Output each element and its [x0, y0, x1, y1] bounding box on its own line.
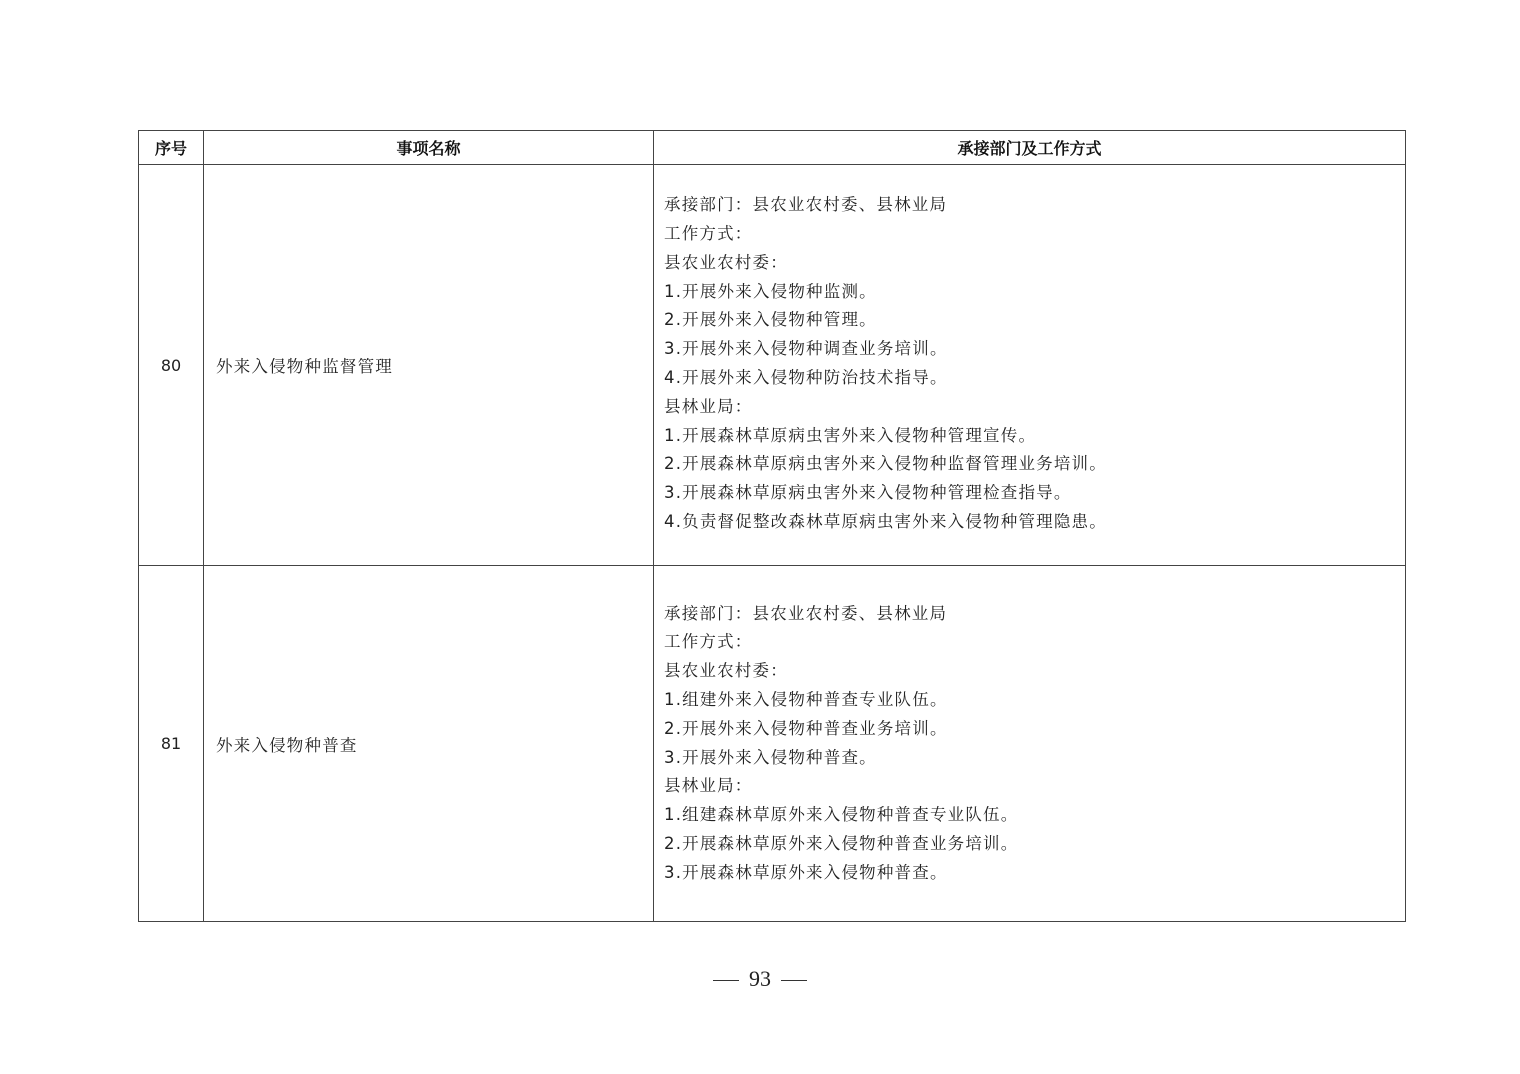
method-line: 承接部门：县农业农村委、县林业局: [664, 603, 948, 623]
method-line: 1.开展森林草原病虫害外来入侵物种管理宣传。: [664, 425, 1037, 445]
method-line: 2.开展外来入侵物种管理。: [664, 310, 877, 330]
row-seq: 81: [139, 566, 204, 922]
method-line: 承接部门：县农业农村委、县林业局: [664, 195, 948, 215]
method-line: 2.开展森林草原病虫害外来入侵物种监督管理业务培训。: [664, 454, 1107, 474]
row-name: 外来入侵物种普查: [204, 566, 654, 922]
method-line: 3.开展森林草原外来入侵物种普查。: [664, 862, 948, 882]
header-name: 事项名称: [204, 131, 654, 165]
table-row: [139, 165, 1406, 566]
header-method: 承接部门及工作方式: [654, 131, 1406, 165]
method-line: 县林业局：: [664, 776, 753, 796]
method-lines: [664, 177, 1405, 553]
page-number-value: 93: [749, 966, 771, 991]
method-line: 县林业局：: [664, 396, 753, 416]
header-seq: 序号: [139, 131, 204, 165]
method-line: 工作方式：: [664, 632, 753, 652]
method-line: 2.开展森林草原外来入侵物种普查业务培训。: [664, 833, 1019, 853]
method-line: 4.开展外来入侵物种防治技术指导。: [664, 368, 948, 387]
row-name: 外来入侵物种监督管理: [204, 165, 654, 566]
method-line: 1.组建外来入侵物种普查专业队伍。: [664, 689, 948, 709]
method-line: 4.负责督促整改森林草原病虫害外来入侵物种管理隐患。: [664, 511, 1107, 531]
dash-left: [713, 980, 739, 981]
table-header-row: [139, 131, 1406, 165]
row-method: [654, 165, 1406, 566]
method-lines: [664, 580, 1405, 908]
method-line: 县农业农村委：: [664, 252, 788, 272]
method-line: 工作方式：: [664, 224, 753, 244]
method-line: 3.开展森林草原病虫害外来入侵物种管理检查指导。: [664, 483, 1072, 503]
method-line: 县农业农村委：: [664, 661, 788, 681]
method-line: 1.开展外来入侵物种监测。: [664, 281, 877, 301]
method-line: 2.开展外来入侵物种普查业务培训。: [664, 718, 948, 738]
page-number: [0, 966, 1520, 992]
method-line: 3.开展外来入侵物种调查业务培训。: [664, 339, 948, 359]
method-line: 3.开展外来入侵物种普查。: [664, 747, 877, 767]
table-row: [139, 566, 1406, 922]
matters-table: [138, 130, 1406, 922]
row-method: [654, 566, 1406, 922]
dash-right: [781, 980, 807, 981]
row-seq: 80: [139, 165, 204, 566]
method-line: 1.组建森林草原外来入侵物种普查专业队伍。: [664, 805, 1019, 825]
